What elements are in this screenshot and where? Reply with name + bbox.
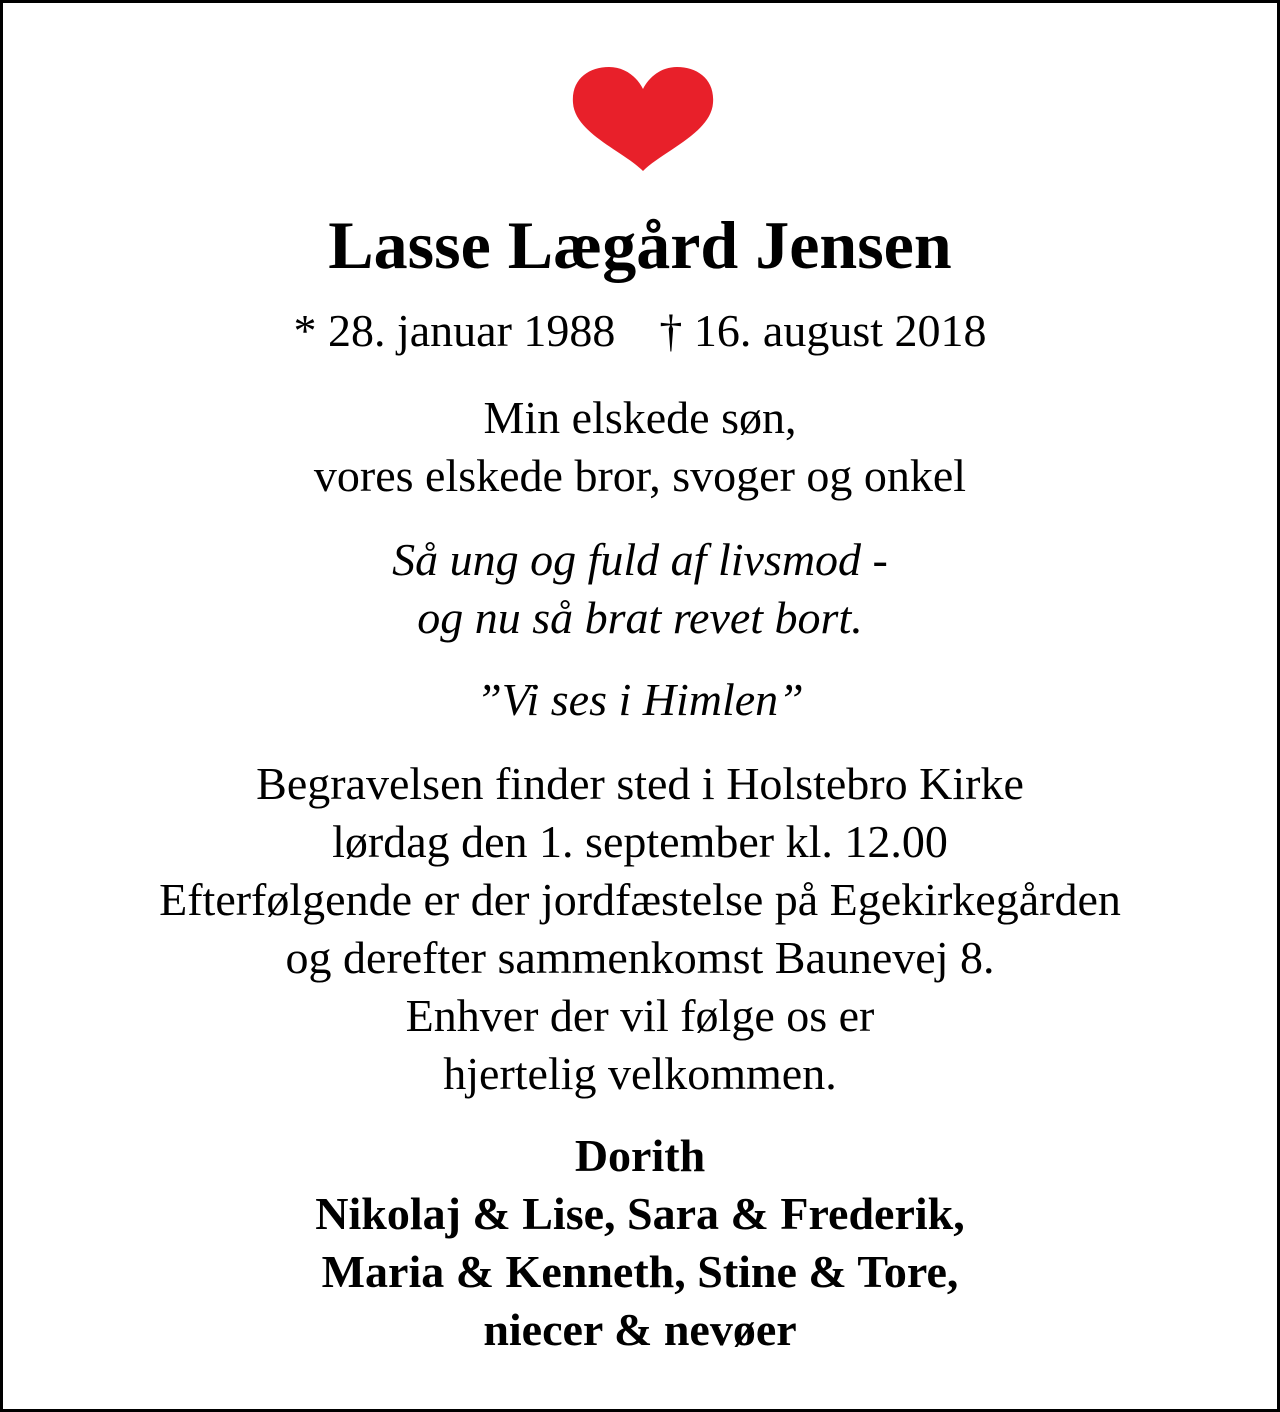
signature-line-1: Dorith bbox=[574, 1130, 706, 1181]
intro-line-1: Min elskede søn, bbox=[483, 392, 797, 443]
heart-shape bbox=[573, 67, 713, 171]
verse-line-2: og nu så brat revet bort. bbox=[417, 592, 863, 643]
verse-line-1: Så ung og fuld af livsmod - bbox=[392, 534, 888, 585]
birth-date: * 28. januar 1988 bbox=[293, 305, 616, 356]
funeral-line-5: Enhver der vil følge os er bbox=[405, 990, 875, 1041]
signature-line-2: Nikolaj & Lise, Sara & Frederik, bbox=[315, 1188, 965, 1239]
signature-line-4: niecer & nevøer bbox=[483, 1304, 797, 1355]
signature-line-3: Maria & Kenneth, Stine & Tore, bbox=[321, 1246, 959, 1297]
death-date: † 16. august 2018 bbox=[659, 305, 987, 356]
life-dates bbox=[3, 303, 1277, 359]
deceased-name: Lasse Lægård Jensen bbox=[328, 207, 952, 283]
quote-line: ”Vi ses i Himlen” bbox=[476, 674, 804, 725]
funeral-line-1: Begravelsen finder sted i Holstebro Kirke bbox=[256, 758, 1024, 809]
funeral-line-6: hjertelig velkommen. bbox=[443, 1048, 837, 1099]
funeral-line-2: lørdag den 1. september kl. 12.00 bbox=[332, 816, 948, 867]
funeral-line-3: Efterfølgende er der jordfæstelse på Egekirkegården bbox=[159, 874, 1121, 925]
heart-icon bbox=[571, 65, 715, 173]
intro-line-2: vores elskede bror, svoger og onkel bbox=[313, 450, 967, 501]
funeral-line-4: og derefter sammenkomst Baunevej 8. bbox=[285, 932, 995, 983]
